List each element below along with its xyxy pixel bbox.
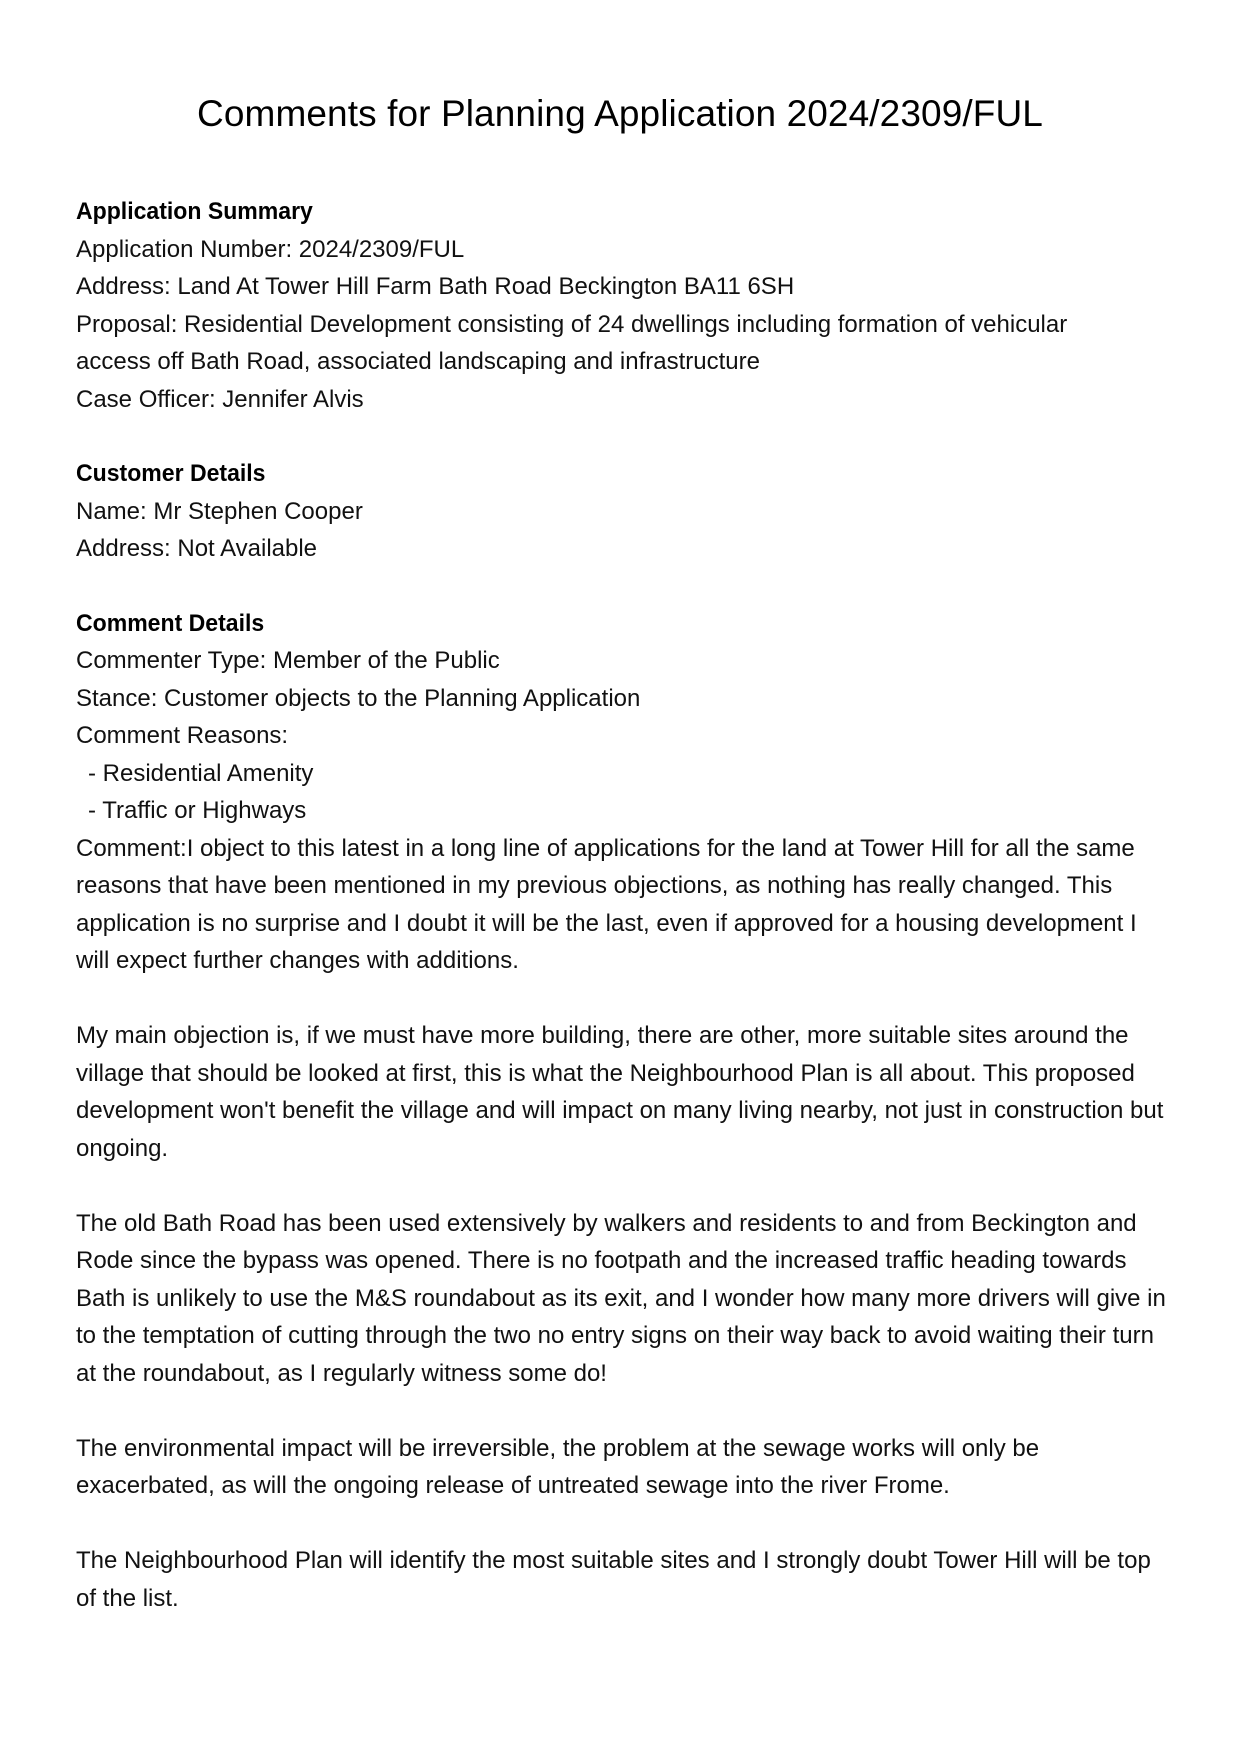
customer-details-heading: Customer Details — [76, 460, 266, 487]
commenter-type: Commenter Type: Member of the Public — [76, 647, 500, 674]
application-summary-heading: Application Summary — [76, 198, 313, 225]
comment-paragraph: Comment:I object to this latest in a long line of applications for the land at Tower Hill for all the same reasons that have been mentioned in my previous objections, as nothing has really changed. This application is no surprise and I doubt it will be the last, even if approved for a housing development I will expect further changes with additions. — [76, 834, 1137, 974]
comment-paragraph: My main objection is, if we must have more building, there are other, more suitable sites around the village that should be looked at first, this is what the Neighbourhood Plan is all about. This proposed development won't benefit the village and will impact on many living nearby, not just in construction but ongoing. — [76, 1022, 1164, 1162]
comment-details-heading: Comment Details — [76, 609, 265, 637]
comment-details-section — [76, 605, 1164, 1618]
comment-paragraph: The Neighbourhood Plan will identify the most suitable sites and I strongly doubt Tower Hill will be top of the list. — [76, 1547, 1151, 1612]
comment-stance: Stance: Customer objects to the Planning Application — [76, 684, 641, 712]
page-title: Comments for Planning Application 2024/2309/FUL — [197, 93, 1043, 134]
customer-address: Address: Not Available — [76, 535, 318, 562]
application-number: Application Number: 2024/2309/FUL — [76, 235, 465, 263]
comment-reason-item: - Traffic or Highways — [88, 797, 307, 824]
comment-paragraph: The environmental impact will be irreversible, the problem at the sewage works will only be exacerbated, as will the ongoing release of untreated sewage into the river Frome. — [76, 1434, 1040, 1499]
comment-reason-item: - Residential Amenity — [88, 759, 314, 787]
application-proposal: Proposal: Residential Development consisting of 24 dwellings including formation of vehicular access off Bath Road, associated landscaping and infrastructure — [76, 310, 1068, 375]
comment-reasons-label: Comment Reasons: — [76, 722, 289, 749]
customer-name: Name: Mr Stephen Cooper — [76, 497, 363, 525]
customer-details-section — [76, 455, 1164, 568]
application-address: Address: Land At Tower Hill Farm Bath Road Beckington BA11 6SH — [76, 273, 795, 300]
application-summary-section — [76, 193, 1164, 418]
case-officer: Case Officer: Jennifer Alvis — [76, 385, 364, 413]
comment-paragraph: The old Bath Road has been used extensively by walkers and residents to and from Beckington and Rode since the bypass was opened. There is no footpath and the increased traffic heading towards Bath is unlikely to use the M&S roundabout as its exit, and I wonder how many more drivers will give in to the temptation of cutting through the two no entry signs on their way back to avoid waiting their turn at the roundabout, as I regularly witness some do! — [76, 1209, 1166, 1387]
